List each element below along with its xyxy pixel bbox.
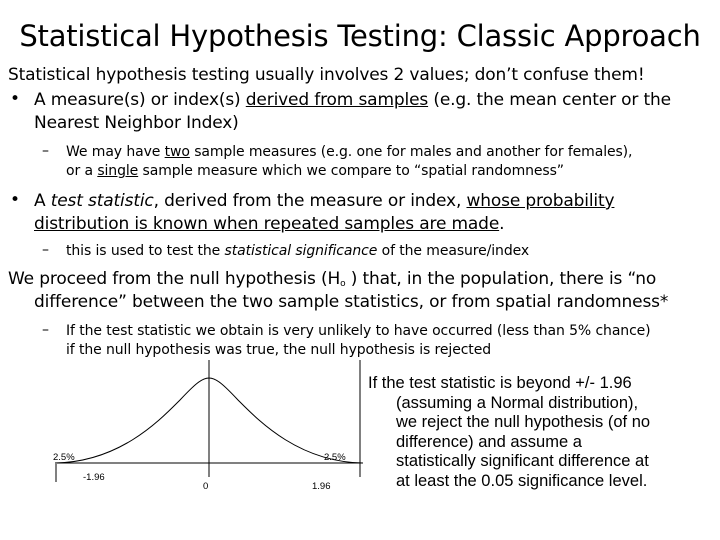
bullet2-underlined: distribution is known when repeated samples are made [34,214,500,234]
sub-italic: statistical significance [224,243,378,259]
dash-marker: – [42,242,49,258]
bullet1-sub-line2 [66,162,564,181]
null-subscript: o [340,279,346,289]
bullet2-sub-line [66,242,529,261]
side-line: If the test statistic is beyond +/- 1.96 [368,374,632,392]
dash-marker: – [42,322,49,338]
bullet2-period: . [499,214,505,234]
sub-underlined-single: single [97,163,139,179]
sub-text: We may have [66,144,165,160]
sub-text-end: sample measures (e.g. one for males and another for females), [189,144,633,160]
sub-text: this is used to test the [66,243,225,259]
side-line: (assuming a Normal distribution), [396,393,639,412]
bullet1-text: A measure(s) or index(s) [34,90,246,110]
slide-title: Statistical Hypothesis Testing: Classic Approach [19,19,701,53]
sub-text-end: sample measure which we compare to “spatial randomness” [138,163,564,179]
bullet1-line2: Nearest Neighbor Index) [34,113,239,133]
pos-critical-label: 1.96 [312,481,331,492]
dash-marker: – [42,143,49,159]
bullet1-sub-line1 [66,143,632,162]
null-text-end: ) that, in the population, there is “no [345,269,657,289]
null-sub-line2: if the null hypothesis was true, the null hypothesis is rejected [66,342,491,358]
null-sub-line1: If the test statistic we obtain is very unlikely to have occurred (less than 5% chance) [66,323,651,339]
side-line: difference) and assume a [396,432,582,451]
intro-text: Statistical hypothesis testing usually involves 2 values; don’t confuse them! [8,65,645,85]
bullet2-underlined: whose probability [466,191,615,211]
bullet2-text-mid: , derived from the measure or index, [153,191,467,211]
side-line: we reject the null hypothesis (of no [396,413,651,431]
side-line: statistically significant difference at [396,452,649,470]
left-tail-label: 2.5% [53,452,75,463]
bullet2-line1 [34,190,614,213]
bullet2-italic: test statistic [50,191,154,211]
center-label: 0 [203,481,209,492]
null-line2: difference” between the two sample statistics, or from spatial randomness* [34,292,669,312]
bullet2-text: A [34,191,51,211]
neg-critical-label: -1.96 [83,472,105,483]
bullet1-text-end: (e.g. the mean center or the [428,90,671,110]
bullet1-line1 [34,89,671,112]
null-text: We proceed from the null hypothesis (H [8,269,341,289]
sub-text: or a [66,163,98,179]
bullet-marker: • [10,190,21,210]
sub-underlined-two: two [164,144,190,160]
side-explanation [360,374,700,491]
bullet-marker: • [10,89,21,109]
right-tail-label: 2.5% [324,452,346,463]
bullet1-underlined: derived from samples [245,90,429,110]
sub-text-end: of the measure/index [377,243,530,259]
normal-curve-graph [50,350,370,500]
bullet2-line2 [34,213,504,236]
side-line: at least the 0.05 significance level. [396,471,648,490]
